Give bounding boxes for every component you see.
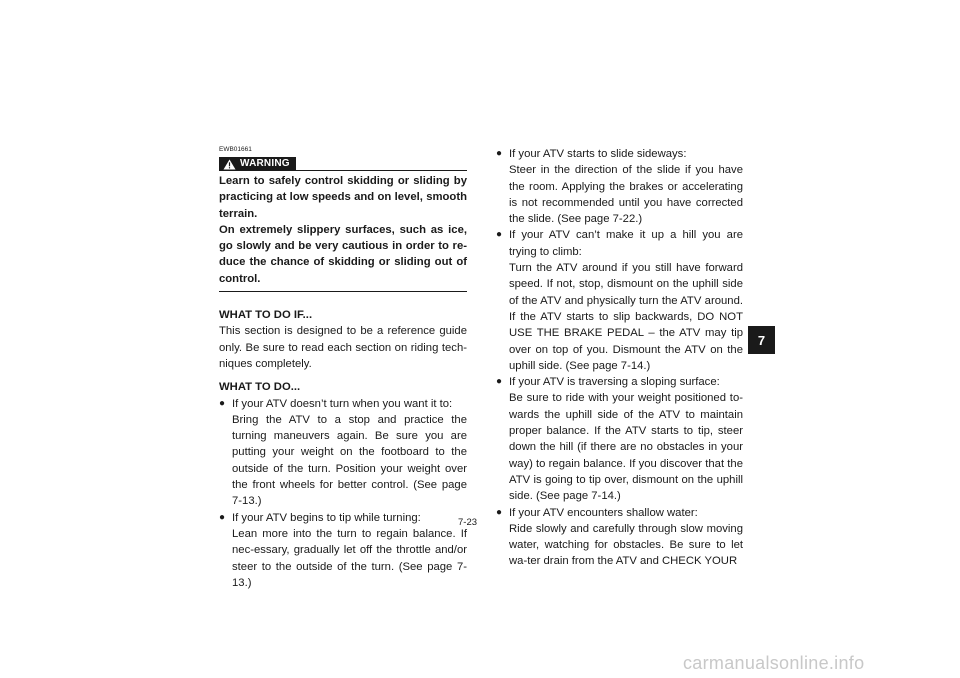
list-item	[219, 510, 467, 591]
list-item-title: If your ATV can’t make it up a hill you are trying to climb:	[509, 229, 743, 258]
list-item-body: Bring the ATV to a stop and practice the turning maneuvers again. Be sure you are putting your weight on the footboard to the outside of the turn. Position your weight over the front wheels for better control. (See page 7-13.)	[232, 413, 467, 508]
warning-bottom-rule	[219, 291, 467, 292]
list-item	[496, 505, 743, 570]
bullet-icon: ●	[219, 511, 226, 523]
warning-line-1: Learn to safely control skidding or sliding by practicing at low speeds and on level, smooth terrain.	[219, 175, 467, 220]
list-item	[496, 146, 743, 227]
warning-triangle-icon	[223, 159, 236, 170]
warning-badge	[219, 157, 296, 171]
warning-text	[219, 173, 467, 287]
section-heading-what-to-do: WHAT TO DO...	[219, 381, 301, 394]
warning-code: EWB01661	[219, 146, 252, 153]
list-item-body: Turn the ATV around if you still have forward speed. If not, stop, dismount on the uphill side of the ATV and physically turn the ATV around. If the ATV starts to slip backwards, DO NOT USE THE BRAKE PEDAL – the ATV may tip over on top of you. Dismount the ATV on the uphill side. (See page 7-14.)	[509, 262, 743, 372]
watermark-text: carmanualsonline.info	[683, 653, 865, 673]
list-item-title: If your ATV starts to slide sideways:	[509, 148, 687, 160]
list-item-title: If your ATV encounters shallow water:	[509, 506, 698, 519]
section-heading-what-to-do-if: WHAT TO DO IF...	[219, 309, 313, 322]
list-item-body: Lean more into the turn to regain balance. If nec-essary, gradually let off the throttle and/or steer to the outside of the turn. (See page 7-13.)	[232, 527, 467, 589]
bullet-icon: ●	[496, 148, 503, 159]
left-column	[219, 146, 467, 591]
list-item-body: Be sure to ride with your weight positioned to-wards the uphill side of the ATV to maintain proper balance. If the ATV starts to tip, steer down the hill (if there are no obstacles in your way) to regain balance. If you discover that the ATV is going to tip over, dismount on the uphill side. (See page 7-14.)	[509, 392, 743, 503]
list-item-body: Ride slowly and carefully through slow moving water, watching for obstacles. Be sure to let wa-ter drain from the ATV and CHECK YOUR	[509, 522, 743, 568]
list-item-title: If your ATV begins to tip while turning:	[232, 511, 421, 524]
list-item	[496, 374, 743, 504]
bullet-icon: ●	[219, 397, 226, 409]
right-column	[496, 146, 743, 570]
warning-header	[219, 156, 467, 172]
warning-header-rule	[296, 170, 467, 171]
list-item	[496, 227, 743, 374]
list-item-body: Steer in the direction of the slide if you have the room. Applying the brakes or accelerating is not recommended until you have corrected the slide. (See page 7-22.)	[509, 164, 743, 226]
page-number: 7-23	[458, 517, 478, 528]
warning-label: WARNING	[240, 158, 290, 169]
section-intro-text: This section is designed to be a reference guide only. Be sure to read each section on riding tech-niques completely.	[219, 325, 467, 370]
bullet-icon: ●	[496, 506, 503, 518]
warning-line-2: On extremely slippery surfaces, such as ice, go slowly and be very cautious in order to re-duce the chance of skidding or sliding out of control.	[219, 223, 467, 285]
list-item-title: If your ATV doesn’t turn when you want it to:	[232, 397, 453, 410]
bullet-icon: ●	[496, 376, 503, 388]
list-item	[219, 396, 467, 510]
list-item-title: If your ATV is traversing a sloping surface:	[509, 376, 720, 389]
bullet-icon: ●	[496, 229, 503, 241]
chapter-tab: 7	[748, 326, 775, 354]
